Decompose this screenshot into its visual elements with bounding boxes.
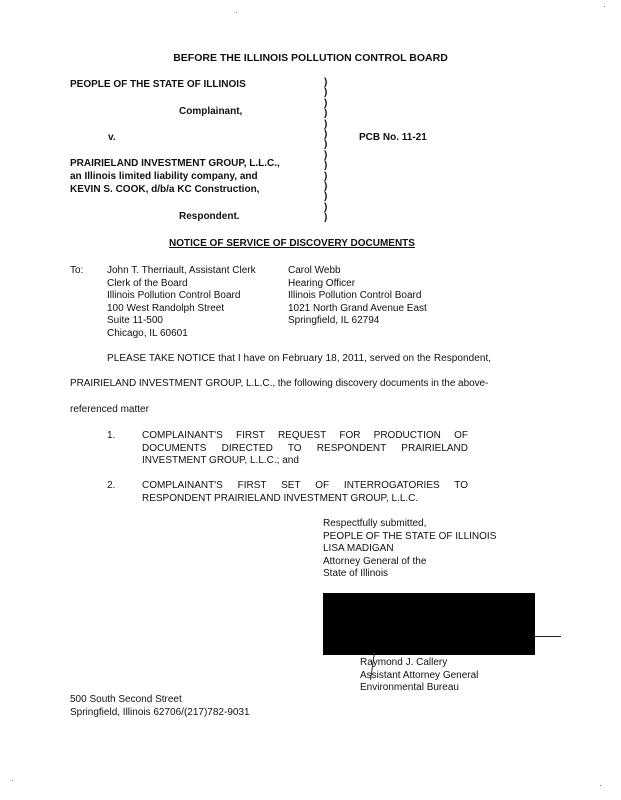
respondent-line: KEVIN S. COOK, d/b/a KC Construction, — [70, 184, 260, 195]
respondent-role: Respondent. — [179, 211, 240, 222]
respondent-line: an Illinois limited liability company, and — [70, 171, 258, 182]
redacted-signature — [323, 593, 535, 655]
item-text: COMPLAINANT'S FIRST REQUEST FOR PRODUCTION OF DOCUMENTS DIRECTED TO RESPONDENT PRAIRIELAND INVESTMENT GROUP, L.L.C.; and — [142, 430, 468, 467]
scan-speck — [12, 780, 13, 781]
recipient-clerk — [107, 265, 256, 341]
attorney-line: Assistant Attorney General — [360, 669, 479, 681]
item-number: 2. — [107, 480, 116, 491]
address-line: Clerk of the Board — [107, 277, 188, 289]
caption-parentheses: ) ) ) ) ) ) ) ) ) ) ) ) ) ) — [324, 77, 328, 224]
address-line: Carol Webb — [288, 265, 341, 276]
recipient-hearing-officer — [288, 265, 427, 328]
item-number: 1. — [107, 430, 116, 441]
address-line: Springfield, IL 62794 — [288, 315, 380, 327]
signature-line: Attorney General of the — [323, 555, 427, 567]
notice-title: NOTICE OF SERVICE OF DISCOVERY DOCUMENTS — [169, 238, 415, 249]
address-line: Chicago, IL 60601 — [107, 327, 188, 339]
signature-line: PEOPLE OF THE STATE OF ILLINOIS — [323, 530, 497, 542]
address-line: Illinois Pollution Control Board — [107, 290, 241, 302]
signature-rule — [535, 636, 561, 637]
item-text: COMPLAINANT'S FIRST SET OF INTERROGATORIES TO RESPONDENT PRAIRIELAND INVESTMENT GROUP, L.L.C. — [142, 480, 468, 504]
scan-speck — [600, 785, 601, 786]
footer-address — [70, 694, 250, 719]
attorney-line: Environmental Bureau — [360, 682, 459, 694]
address-line: John T. Therriault, Assistant Clerk — [107, 265, 256, 276]
court-title: BEFORE THE ILLINOIS POLLUTION CONTROL BOARD — [173, 52, 448, 64]
address-line: Illinois Pollution Control Board — [288, 290, 422, 302]
complainant-role: Complainant, — [179, 106, 243, 117]
address-line: 1021 North Grand Avenue East — [288, 302, 427, 314]
body-line-3: referenced matter — [70, 404, 149, 415]
footer-address-line: 500 South Second Street — [70, 694, 182, 705]
attorney-line: Raymond J. Callery — [360, 657, 448, 668]
body-line-1: PLEASE TAKE NOTICE that I have on February 18, 2011, served on the Respondent, — [107, 353, 492, 364]
scan-speck — [236, 12, 237, 13]
complainant-name: PEOPLE OF THE STATE OF ILLINOIS — [70, 79, 246, 90]
to-label: To: — [70, 265, 84, 276]
signature-line: Respectfully submitted, — [323, 518, 427, 529]
address-line: 100 West Randolph Street — [107, 302, 225, 314]
signature-line: State of Illinois — [323, 568, 389, 580]
respondent-block — [70, 157, 280, 196]
signature-line: LISA MADIGAN — [323, 543, 394, 555]
attorney-name-block — [360, 657, 478, 695]
scan-speck — [604, 6, 605, 7]
case-number: PCB No. 11-21 — [359, 132, 427, 143]
versus-label: v. — [108, 132, 116, 143]
signature-block — [323, 518, 496, 581]
body-line-2: PRAIRIELAND INVESTMENT GROUP, L.L.C., the following discovery documents in the above- — [70, 378, 489, 389]
address-line: Hearing Officer — [288, 277, 356, 289]
address-line: Suite 11-500 — [107, 315, 163, 327]
footer-address-line: Springfield, Illinois 62706/(217)782-9031 — [70, 706, 250, 718]
respondent-line: PRAIRIELAND INVESTMENT GROUP, L.L.C., — [70, 158, 280, 169]
